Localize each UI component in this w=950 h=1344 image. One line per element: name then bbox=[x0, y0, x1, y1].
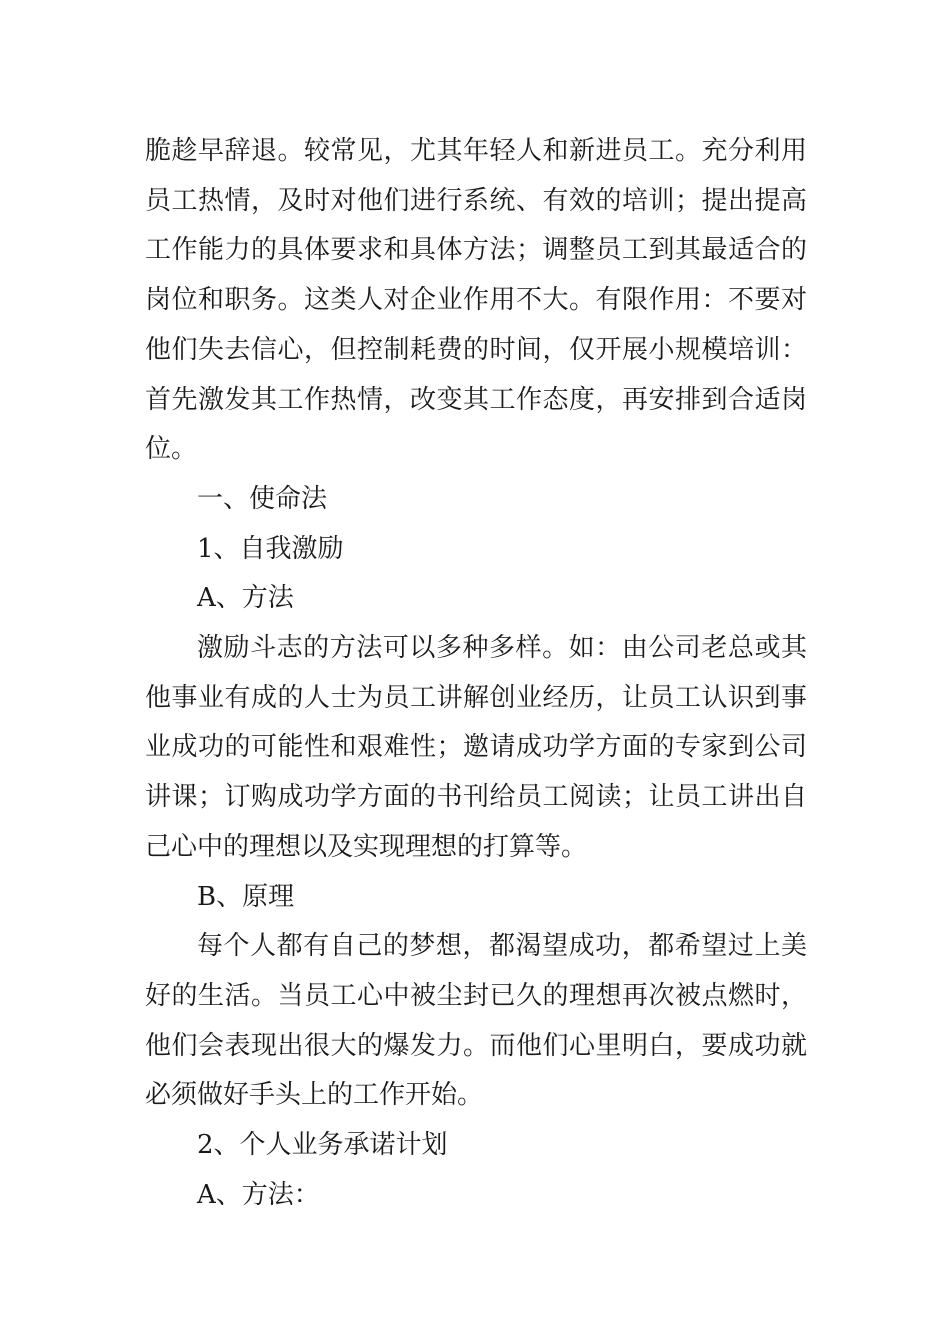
paragraph-continuation: 脆趁早辞退。较常见，尤其年轻人和新进员工。充分利用员工热情，及时对他们进行系统、有效的培训；提出提高工作能力的具体要求和具体方法；调整员工到其最适合的岗位和职务。这类人对企业作用不大。有限作用：不要对他们失去信心，但控制耗费的时间，仅开展小规模培训：首先激发其工作热情，改变其工作态度，再安排到合适岗位。 bbox=[145, 136, 807, 465]
subsection-heading-business-commitment-plan: 2、个人业务承诺计划 bbox=[197, 1130, 448, 1161]
paragraph-method-description: 激励斗志的方法可以多种多样。如：由公司老总或其他事业有成的人士为员工讲解创业经历，让员工认识到事业成功的可能性和艰难性；邀请成功学方面的专家到公司讲课；订购成功学方面的书刊给员工阅读；让员工讲出自己心中的理想以及实现理想的打算等。 bbox=[145, 633, 807, 862]
subsection-heading-self-motivation: 1、自我激励 bbox=[197, 533, 344, 564]
paragraph-principle-description: 每个人都有自己的梦想，都渴望成功，都希望过上美好的生活。当员工心中被尘封已久的理想再次被点燃时，他们会表现出很大的爆发力。而他们心里明白，要成功就必须做好手头上的工作开始。 bbox=[145, 931, 807, 1111]
document-body bbox=[145, 127, 807, 1220]
section-heading-mission-method: 一、使命法 bbox=[197, 483, 328, 514]
item-heading-principle-b: B、原理 bbox=[197, 881, 295, 912]
item-heading-method-a: A、方法 bbox=[197, 583, 294, 614]
item-heading-method-a-2: A、方法： bbox=[197, 1179, 320, 1210]
